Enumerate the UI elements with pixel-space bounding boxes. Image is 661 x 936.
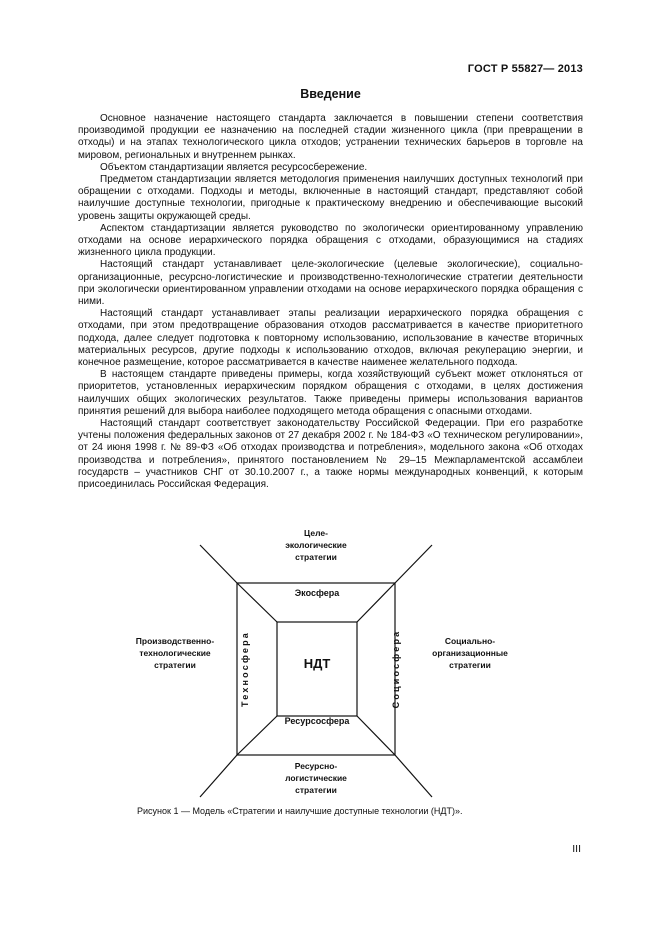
document-code: ГОСТ Р 55827— 2013	[467, 63, 583, 75]
outer-line-tl	[200, 545, 237, 583]
technosphere-label: Техносфера	[240, 630, 250, 708]
page-number: III	[572, 843, 581, 855]
ndt-label: НДТ	[303, 656, 331, 671]
paragraph: Объектом стандартизации является ресурсосбережение.	[100, 161, 368, 173]
paragraph: Предметом стандартизации является методология применения наилучших доступных технологий при обращении с отходами. Подходы и методы, включенные в настоящий стандарт, представляют собой наилучшие доступные технологии, пригодные к практическому внедрению и обеспечивающие высокий уровень защиты окружающей среды.	[78, 174, 583, 222]
top-strategy-label: Целе- экологические стратегии	[285, 528, 347, 562]
paragraph: Настоящий стандарт устанавливает целе-экологические (целевые экологические), социально-организационные, ресурсно-логистические и производственно-технологические стратегии деятельности при экологически ориентированном управлении отходами на основе иерархического порядка обращения с ними.	[78, 259, 583, 308]
outer-line-br	[395, 755, 432, 797]
section-title: Введение	[300, 87, 361, 101]
paragraph: Настоящий стандарт устанавливает этапы реализации иерархического порядка обращения с отходами, при этом предотвращение образования отходов рассматривается в качестве приоритетного подхода, далее следует подготовка к повторному использованию, использование в качестве вторичных материальных ресурсов, другие подходы к использованию отходов, включая рекуперацию энергии, и конечное размещение, которое рассматривается в качестве наименее желательного подхода.	[78, 308, 583, 369]
left-strategy-label: Производственно- технологические стратегии	[135, 636, 215, 670]
outer-line-tr	[395, 545, 432, 583]
bottom-strategy-label: Ресурсно- логистические стратегии	[285, 761, 347, 795]
resource-sphere-label: Ресурсосфера	[284, 716, 350, 726]
paragraph: Основное назначение настоящего стандарта заключается в повышении степени соответствия производимой продукции ее назначению на последней стадии жизненного цикла (при превращении в отходы) и на этапах технологического цикла отходов; устранении технических барьеров в торговле на мировом, региональных и внутреннем рынках.	[78, 113, 583, 161]
sociosphere-label: Социосфера	[391, 629, 401, 709]
right-strategy-label: Социально- организационные стратегии	[432, 636, 508, 670]
body-text	[78, 113, 583, 491]
paragraph: Настоящий стандарт соответствует законодательству Российской Федерации. При его разработке учтены положения федеральных законов от 27 декабря 2002 г. № 184-ФЗ «О техническом регулировании», от 24 июня 1998 г. № 89-ФЗ «Об отходах производства и потребления», модельного закона «Об отходах производства и потребления», принятого постановлением № 29–15 Межпарламентской ассамблеи государств – участников СНГ от 30.10.2007 г., а также нормы международных конвенций, к которым присоединилась Российская Федерация.	[78, 418, 583, 491]
paragraph: В настоящем стандарте приведены примеры, когда хозяйствующий субъект может отклоняться от приоритетов, установленных иерархическим порядком обращения с отходами, в целях достижения наилучших общих экологических результатов. Также приведены примеры использования вариантов принятия решений для выбора наиболее подходящего метода обращения с опасными отходами.	[78, 369, 583, 417]
outer-line-bl	[200, 755, 237, 797]
paragraph: Аспектом стандартизации является руководство по экологически ориентированному управлению отходами на основе иерархического порядка обращения с отходами, образующимися на стадиях жизненного цикла продукции.	[78, 222, 583, 259]
figure-caption: Рисунок 1 — Модель «Стратегии и наилучшие доступные технологии (НДТ)».	[137, 806, 463, 816]
strategy-model-figure	[120, 525, 540, 810]
ecosphere-label: Экосфера	[294, 588, 340, 598]
